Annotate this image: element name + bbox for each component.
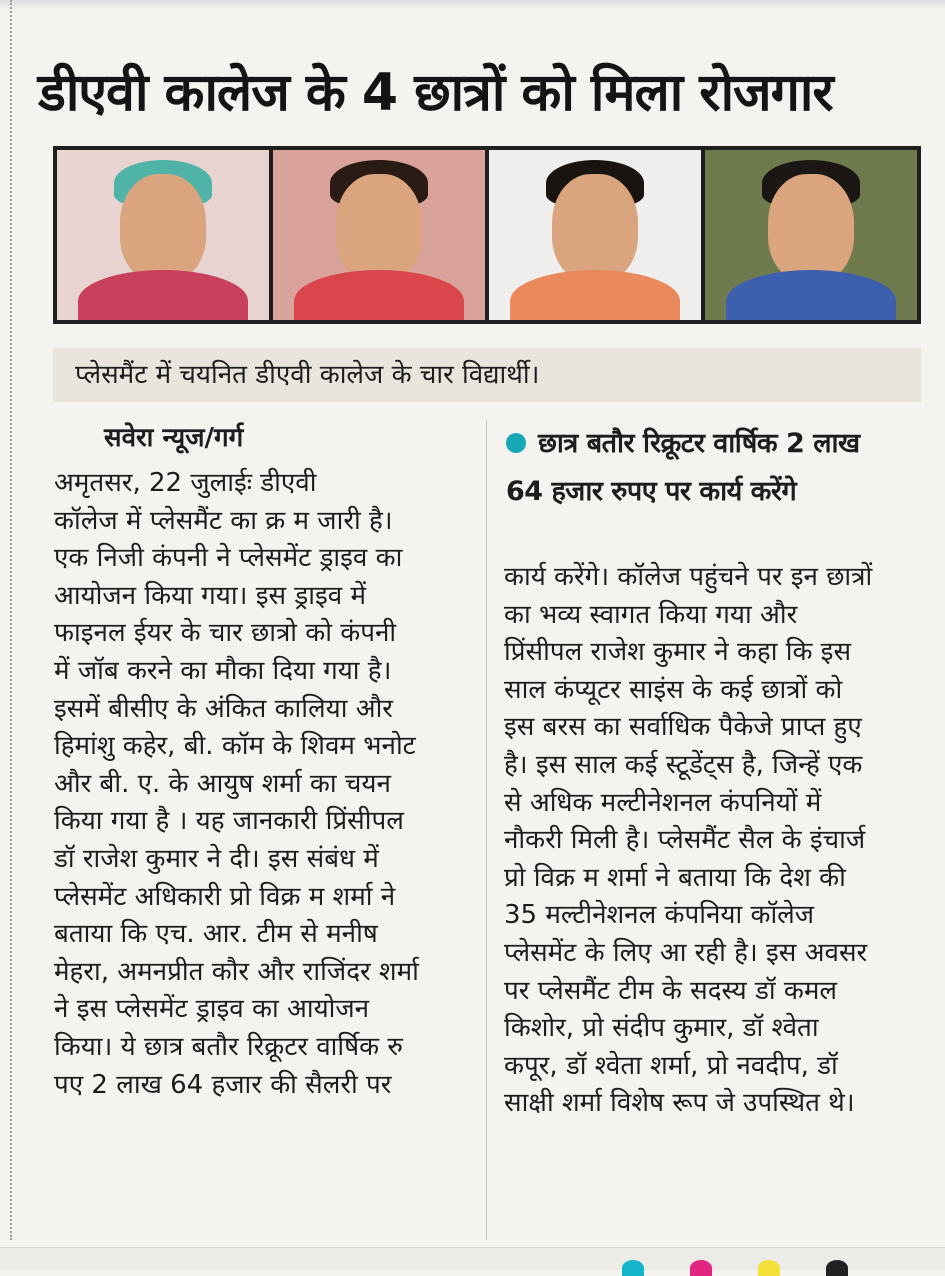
article-line: कपूर, डॉ श्वेता शर्मा, प्रो नवदीप, डॉ <box>504 1050 838 1081</box>
article-line: में जॉब करने का मौका दिया गया है। <box>54 655 392 686</box>
student-photo-2 <box>273 150 485 320</box>
article-line: का भव्य स्वागत किया गया और <box>504 599 798 630</box>
photo-caption: प्लेसमैंट में चयनित डीएवी कालेज के चार विद्यार्थी। <box>53 348 921 402</box>
article-line: है। इस साल कई स्टूडेंट्स है, जिन्हें एक <box>504 749 863 780</box>
page-fold-edge <box>10 0 12 1240</box>
article-line: एक निजी कंपनी ने प्लेसमेंट ड्राइव का <box>54 543 403 574</box>
article-line: डॉ राजेश कुमार ने दी। इस संबंध में <box>54 843 379 874</box>
student-photo-4 <box>705 150 917 320</box>
article-line: इस बरस का सर्वाधिक पैकेजे प्राप्त हुए <box>504 712 862 743</box>
top-edge-strip <box>0 0 945 10</box>
article-line: साक्षी शर्मा विशेष रूप जे उपस्थित थे। <box>504 1088 855 1119</box>
article-line: कॉलेज में प्लेसमैंट का क्र म जारी है। <box>54 505 393 536</box>
photo-1-face <box>120 174 206 282</box>
photo-2-shirt <box>294 270 464 320</box>
article-line: इसमें बीसीए के अंकित कालिया और <box>54 693 393 724</box>
article-line: किया। ये छात्र बतौर रिक्रूटर वार्षिक रु <box>54 1031 403 1062</box>
print-mark-dot <box>622 1260 644 1276</box>
student-photo-1 <box>57 150 269 320</box>
headline: डीएवी कालेज के 4 छात्रों को मिला रोजगार <box>38 63 833 123</box>
article-line: पर प्लेसमैंट टीम के सदस्य डॉ कमल <box>504 975 838 1006</box>
article-line: अमृतसर, 22 जुलाईः डीएवी <box>54 468 317 498</box>
subheadline-line-1: छात्र बतौर रिक्रूटर वार्षिक 2 लाख <box>538 428 860 459</box>
article-line: ने इस प्लेसमेंट ड्राइव का आयोजन <box>54 994 370 1025</box>
article-line: किया गया है । यह जानकारी प्रिंसीपल <box>54 806 404 837</box>
photo-strip <box>53 146 921 324</box>
student-photo-3 <box>489 150 701 320</box>
article-line: प्लेसमेंट अधिकारी प्रो विक्र म शर्मा ने <box>54 881 396 912</box>
article-line: प्रो विक्र म शर्मा ने बताया कि देश की <box>504 862 846 893</box>
article-line: प्लेसमेंट के लिए आ रही है। इस अवसर <box>504 937 868 968</box>
article-line: और बी. ए. के आयुष शर्मा का चयन <box>54 768 391 799</box>
article-line: नौकरी मिली है। प्लेसमैंट सैल के इंचार्ज <box>504 825 866 856</box>
article-line: हिमांशु कहेर, बी. कॉम के शिवम भनोट <box>54 731 416 762</box>
print-mark-dot <box>690 1260 712 1276</box>
print-mark-dot <box>758 1260 780 1276</box>
photo-3-face <box>552 174 638 282</box>
article-left-column <box>54 465 474 1104</box>
photo-3-shirt <box>510 270 680 320</box>
article-line: प्रिंसीपल राजेश कुमार ने कहा कि इस <box>504 637 852 668</box>
article-line: फाइनल ईयर के चार छात्रो को कंपनी <box>54 618 397 649</box>
photo-4-shirt <box>726 270 896 320</box>
article-line: कार्य करेंगे। कॉलेज पहुंचने पर इन छात्रों <box>504 562 873 592</box>
article-line: किशोर, प्रो संदीप कुमार, डॉ श्वेता <box>504 1013 819 1044</box>
photo-2-face <box>336 174 422 282</box>
subheadline-line-2: 64 हजार रुपए पर कार्य करेंगे <box>506 476 797 507</box>
article-line: 35 मल्टीनेशनल कंपनिया कॉलेज <box>504 900 815 931</box>
article-line: मेहरा, अमनप्रीत कौर और राजिंदर शर्मा <box>54 956 419 987</box>
byline: सवेरा न्यूज/गर्ग <box>104 423 244 453</box>
photo-4-face <box>768 174 854 282</box>
print-color-bar <box>0 1247 945 1270</box>
photo-1-shirt <box>78 270 248 320</box>
column-divider <box>486 420 487 1240</box>
article-line: साल कंप्यूटर साइंस के कई छात्रों को <box>504 674 843 705</box>
subheadline <box>506 420 926 516</box>
article-line: आयोजन किया गया। इस ड्राइव में <box>54 580 367 611</box>
article-line: बताया कि एच. आर. टीम से मनीष <box>54 919 378 950</box>
article-line: से अधिक मल्टीनेशनल कंपनियों में <box>504 787 822 818</box>
print-mark-dot <box>826 1260 848 1276</box>
article-line: पए 2 लाख 64 हजार की सैलरी पर <box>54 1069 392 1100</box>
article-right-column <box>504 559 924 1123</box>
bullet-dot-icon <box>506 433 526 453</box>
